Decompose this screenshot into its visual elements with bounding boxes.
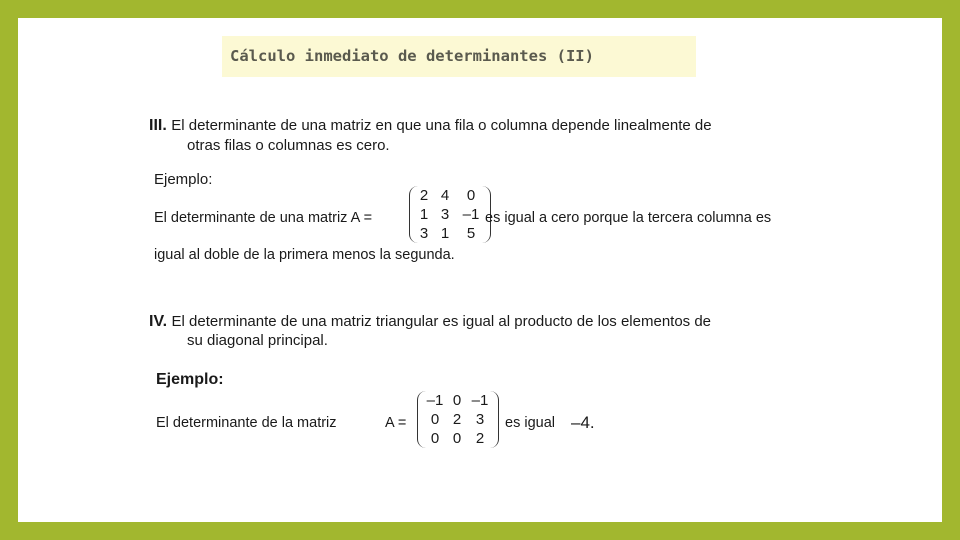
rule3-line1 bbox=[149, 117, 712, 135]
matrix-cell: 0 bbox=[430, 430, 440, 447]
matrix-cell: 3 bbox=[419, 225, 429, 242]
rule4-number: IV. bbox=[149, 313, 168, 330]
matrix-cell: 3 bbox=[475, 411, 485, 428]
rule3-matrix bbox=[409, 186, 491, 243]
matrix-cell: 0 bbox=[452, 392, 462, 409]
matrix-row bbox=[416, 205, 484, 224]
matrix-row bbox=[424, 410, 492, 429]
matrix-row bbox=[416, 186, 484, 205]
matrix-cell: 1 bbox=[440, 225, 450, 242]
rule4-line1 bbox=[149, 313, 711, 331]
matrix-cell: –1 bbox=[426, 392, 444, 409]
matrix-cell: 0 bbox=[430, 411, 440, 428]
rule4-result: –4. bbox=[571, 413, 595, 432]
matrix-cell: –1 bbox=[471, 392, 489, 409]
matrix-cell: 3 bbox=[440, 206, 450, 223]
rule3-text-line2: otras filas o columnas es cero. bbox=[187, 137, 390, 154]
rule4-example-prefix: El determinante de la matriz bbox=[156, 415, 337, 431]
rule3-example-prefix: El determinante de una matriz A = bbox=[154, 210, 373, 226]
title-box bbox=[222, 36, 696, 77]
rule4-text-line1: El determinante de una matriz triangular es igual al producto de los elementos de bbox=[171, 313, 712, 330]
rule4-a-label: A = bbox=[385, 415, 407, 431]
matrix-cell: 1 bbox=[419, 206, 429, 223]
matrix-cell: 0 bbox=[466, 187, 476, 204]
matrix-row bbox=[416, 224, 484, 243]
matrix-cell: 2 bbox=[475, 430, 485, 447]
matrix-cell: 2 bbox=[452, 411, 462, 428]
matrix-cell: 4 bbox=[440, 187, 450, 204]
rule4-example-suffix: es igual bbox=[505, 415, 555, 431]
matrix-row bbox=[424, 429, 492, 448]
rule3-example-continuation: igual al doble de la primera menos la segunda. bbox=[154, 247, 455, 263]
matrix-cell: –1 bbox=[462, 206, 480, 223]
rule4-example-label: Ejemplo: bbox=[156, 371, 224, 388]
matrix-cell: 0 bbox=[452, 430, 462, 447]
rule3-number: III. bbox=[149, 117, 167, 134]
matrix-row bbox=[424, 391, 492, 410]
rule4-matrix bbox=[417, 391, 499, 448]
rule3-example-label: Ejemplo: bbox=[154, 171, 213, 188]
rule4-text-line2: su diagonal principal. bbox=[187, 332, 328, 349]
matrix-cell: 5 bbox=[466, 225, 476, 242]
rule3-example-suffix: es igual a cero porque la tercera columna es bbox=[485, 210, 772, 226]
rule3-text-line1: El determinante de una matriz en que una fila o columna depende linealmente de bbox=[171, 117, 712, 134]
slide-title: Cálculo inmediato de determinantes (II) bbox=[230, 47, 594, 65]
matrix-cell: 2 bbox=[419, 187, 429, 204]
